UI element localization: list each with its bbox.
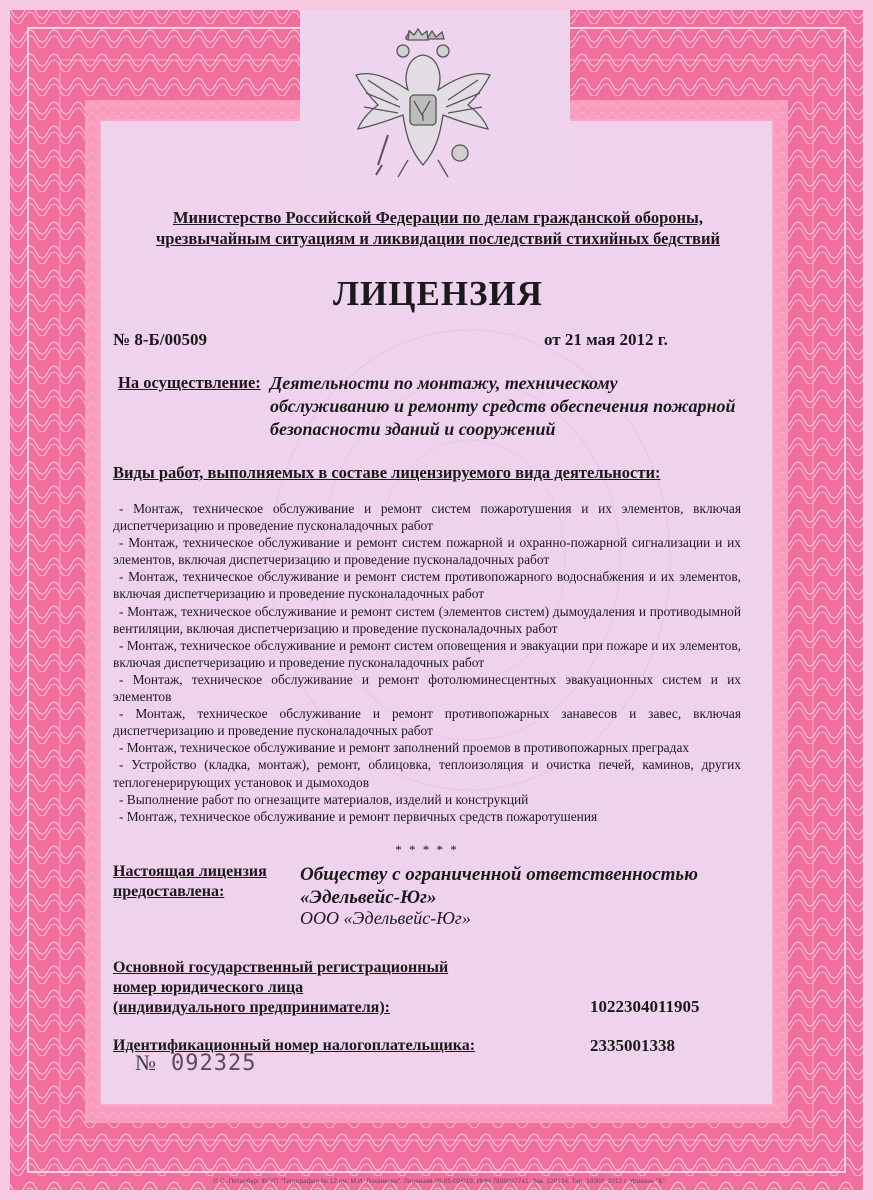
list-end-mark: * * * * * — [395, 842, 459, 857]
granted-label — [113, 862, 283, 902]
issuing-authority — [108, 207, 768, 249]
list-item: - Монтаж, техническое обслуживание и ремонт систем пожаротушения и их элементов, включая диспетчеризацию и проведение пусконаладочных работ — [113, 501, 741, 534]
inn-label: Идентификационный номер налогоплательщика: — [113, 1037, 476, 1054]
licensee-short-name: ООО «Эдельвейс-Юг» — [300, 908, 471, 928]
inn-value: 2335001338 — [590, 1036, 675, 1055]
blank-serial-number — [135, 1050, 256, 1076]
granted-label-line-1: Настоящая лицензия — [113, 863, 267, 880]
authority-line-1: Министерство Российской Федерации по делам гражданской обороны, — [172, 208, 704, 227]
double-headed-eagle-emblem — [348, 25, 498, 185]
ogrn-label-line-1: Основной государственный регистрационный — [113, 959, 449, 976]
list-item: - Монтаж, техническое обслуживание и ремонт систем оповещения и эвакуации при пожаре и их элементов, включая диспетчеризацию и проведение пусконаладочных работ — [113, 637, 741, 670]
license-date: от 21 мая 2012 г. — [544, 330, 668, 349]
license-number: № 8-Б/00509 — [113, 330, 207, 349]
activity-description: Деятельности по монтажу, техническому обслуживанию и ремонту средств обеспечения пожарной безопасности зданий и сооружений — [270, 373, 736, 439]
authority-line-2: чрезвычайным ситуациям и ликвидации последствий стихийных бедствий — [156, 229, 720, 248]
granted-label-line-2: предоставлена: — [113, 883, 225, 900]
ogrn-label — [113, 958, 448, 1018]
serial-prefix: № — [135, 1050, 157, 1075]
list-item: - Устройство (кладка, монтаж), ремонт, облицовка, теплоизоляция и очистка печей, каминов, других теплогенерирующих установок и дымоходов — [113, 757, 741, 790]
list-item: - Монтаж, техническое обслуживание и ремонт систем (элементов систем) дымоудаления и противодымной вентиляции, включая диспетчеризацию и проведение пусконаладочных работ — [113, 603, 741, 636]
works-heading: Виды работ, выполняемых в составе лицензируемого вида деятельности: — [113, 463, 661, 482]
printer-imprint: © С.-Петербург ФГУП "Типография № 12 им. М.И. Лоханкова". Лицензия 06-05-09/019, ИНН 7806037741. Зак. 120134. Тир. 10000. 2012 г. Уровень "Б". — [213, 1178, 667, 1185]
list-item: - Монтаж, техническое обслуживание и ремонт фотолюминесцентных эвакуационных систем и их элементов — [113, 671, 741, 705]
activity-label: На осуществление: — [118, 373, 261, 392]
list-item: - Монтаж, техническое обслуживание и ремонт систем пожарной и охранно-пожарной сигнализации и их элементов, включая диспетчеризацию и проведение пусконаладочных работ — [113, 535, 741, 568]
ogrn-label-line-2: номер юридического лица — [113, 979, 304, 996]
list-item: - Монтаж, техническое обслуживание и ремонт первичных средств пожаротушения — [119, 808, 598, 824]
list-item: - Монтаж, техническое обслуживание и ремонт систем противопожарного водоснабжения и их элементов, включая диспетчеризацию и проведение пусконаладочных работ — [113, 569, 741, 602]
document-title: ЛИЦЕНЗИЯ — [332, 274, 544, 313]
list-item: - Монтаж, техническое обслуживание и ремонт заполнений проемов в противопожарных преградах — [119, 740, 690, 756]
serial-digits: 092325 — [171, 1051, 257, 1076]
ogrn-label-line-3: (индивидуального предпринимателя): — [113, 999, 390, 1016]
ogrn-value: 1022304011905 — [590, 997, 700, 1016]
list-item: - Монтаж, техническое обслуживание и ремонт противопожарных занавесов и завес, включая диспетчеризацию и проведение пусконаладочных работ — [113, 706, 741, 739]
list-item: - Выполнение работ по огнезащите материалов, изделий и конструкций — [119, 791, 529, 807]
licensee-full-name: Обществу с ограниченной ответственностью «Эдельвейс-Юг» — [300, 864, 698, 908]
works-list — [113, 500, 741, 825]
